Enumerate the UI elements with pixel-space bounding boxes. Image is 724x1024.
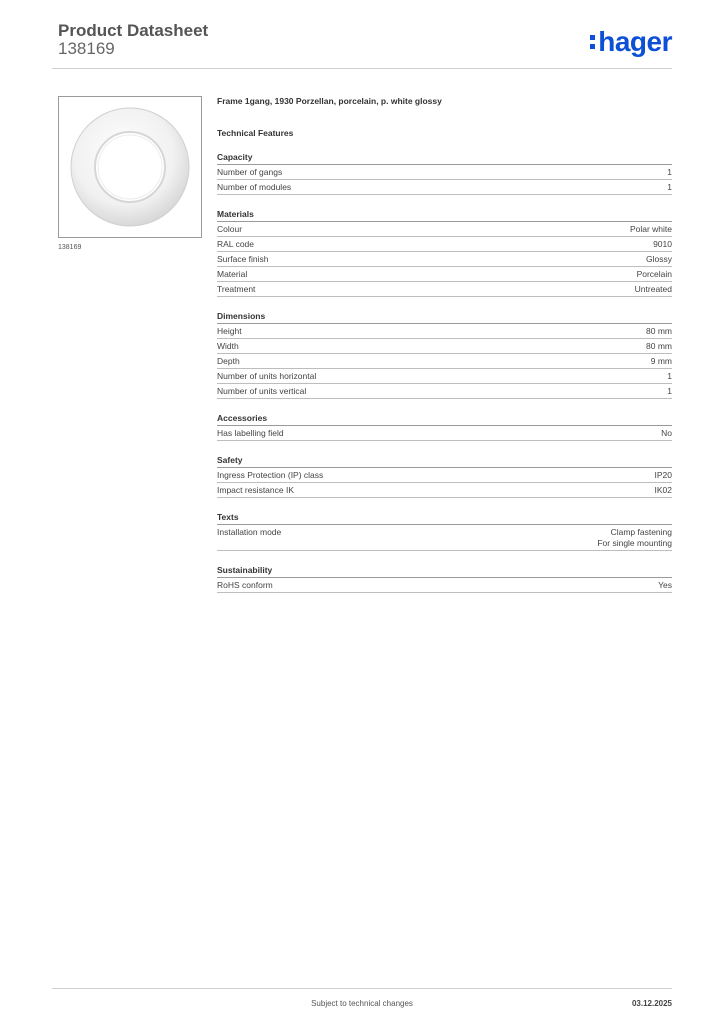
- spec-value: [646, 341, 672, 352]
- spec-value-line: Polar white: [629, 223, 672, 234]
- spec-label: Number of units vertical: [217, 385, 307, 396]
- spec-row: [217, 483, 672, 498]
- spec-row: [217, 237, 672, 252]
- spec-label: Height: [217, 325, 242, 336]
- spec-value: [646, 326, 672, 337]
- product-name: Frame 1gang, 1930 Porzellan, porcelain, p. white glossy: [217, 96, 442, 106]
- spec-label: Has labelling field: [217, 427, 284, 438]
- section-title: Capacity: [217, 152, 672, 165]
- spec-value: [637, 269, 672, 280]
- spec-row: [217, 165, 672, 180]
- section-dimensions: [217, 311, 672, 399]
- section-texts: [217, 512, 672, 551]
- spec-value-line: 80 mm: [646, 325, 672, 336]
- spec-value-line: 1: [667, 385, 672, 396]
- spec-label: Width: [217, 340, 239, 351]
- image-caption: 138169: [58, 244, 82, 251]
- spec-value-line: 80 mm: [646, 340, 672, 351]
- technical-features: [217, 96, 672, 593]
- section-capacity: [217, 152, 672, 195]
- spec-label: Colour: [217, 223, 243, 234]
- section-title: Accessories: [217, 413, 672, 426]
- spec-value: [667, 167, 672, 178]
- section-sustainability: [217, 565, 672, 593]
- technical-features-heading: Technical Features: [217, 128, 294, 138]
- spec-value: [667, 182, 672, 193]
- spec-label: Number of gangs: [217, 166, 283, 177]
- product-image: [58, 96, 202, 238]
- section-materials: [217, 209, 672, 297]
- spec-value: [661, 428, 672, 439]
- spec-value: [630, 224, 672, 235]
- spec-value-line: 1: [667, 166, 672, 177]
- footer-divider: [52, 988, 672, 989]
- section-safety: [217, 455, 672, 498]
- spec-row: [217, 354, 672, 369]
- spec-value-line: IK02: [654, 484, 672, 495]
- spec-value: [635, 284, 672, 295]
- spec-row: [217, 267, 672, 282]
- logo-text: hager: [598, 26, 672, 57]
- spec-value-line: 1: [667, 370, 672, 381]
- spec-row: [217, 282, 672, 297]
- spec-value: [667, 386, 672, 397]
- spec-row: [217, 324, 672, 339]
- spec-label: Treatment: [217, 283, 256, 294]
- logo-dots-icon: [590, 28, 596, 49]
- spec-label: Ingress Protection (IP) class: [217, 469, 324, 480]
- spec-value: [655, 485, 673, 496]
- section-title: Texts: [217, 512, 672, 525]
- feature-sections: [217, 152, 672, 593]
- spec-value: [597, 527, 672, 549]
- spec-row: [217, 525, 672, 551]
- section-title: Materials: [217, 209, 672, 222]
- spec-label: Number of units horizontal: [217, 370, 317, 381]
- section-title: Sustainability: [217, 565, 672, 578]
- section-title: Safety: [217, 455, 672, 468]
- spec-row: [217, 180, 672, 195]
- spec-row: [217, 222, 672, 237]
- spec-row: [217, 468, 672, 483]
- spec-value-line: 1: [667, 181, 672, 192]
- spec-value-line: IP20: [654, 469, 672, 480]
- spec-value-line: Untreated: [634, 283, 672, 294]
- spec-value-line: Clamp fastening: [610, 526, 672, 537]
- frame-ring-icon: [59, 97, 201, 237]
- product-number: 138169: [58, 39, 115, 58]
- spec-label: Impact resistance IK: [217, 484, 295, 495]
- spec-label: Installation mode: [217, 526, 282, 537]
- spec-value: [658, 580, 672, 591]
- spec-row: [217, 578, 672, 593]
- spec-row: [217, 426, 672, 441]
- spec-value-line: No: [661, 427, 672, 438]
- spec-label: RoHS conform: [217, 579, 273, 590]
- spec-label: Surface finish: [217, 253, 269, 264]
- spec-value: [651, 356, 672, 367]
- spec-label: RAL code: [217, 238, 255, 249]
- spec-value-line: Yes: [658, 579, 672, 590]
- spec-label: Material: [217, 268, 248, 279]
- footer-date: 03.12.2025: [631, 999, 672, 1008]
- section-title: Dimensions: [217, 311, 672, 324]
- spec-value: [655, 470, 673, 481]
- spec-row: [217, 384, 672, 399]
- spec-value-line: For single mounting: [597, 537, 672, 548]
- spec-value-line: 9010: [653, 238, 672, 249]
- spec-row: [217, 252, 672, 267]
- spec-row: [217, 369, 672, 384]
- spec-value: [667, 371, 672, 382]
- spec-value-line: 9 mm: [650, 355, 672, 366]
- header-divider: [52, 68, 672, 69]
- spec-value-line: Glossy: [646, 253, 672, 264]
- spec-label: Depth: [217, 355, 240, 366]
- spec-value: [646, 254, 672, 265]
- spec-label: Number of modules: [217, 181, 292, 192]
- spec-value: [653, 239, 672, 250]
- footer-note: Subject to technical changes: [311, 999, 413, 1008]
- hager-logo: [590, 28, 672, 56]
- spec-value-line: Porcelain: [636, 268, 672, 279]
- page-title: Product Datasheet: [58, 21, 209, 40]
- spec-row: [217, 339, 672, 354]
- section-accessories: [217, 413, 672, 441]
